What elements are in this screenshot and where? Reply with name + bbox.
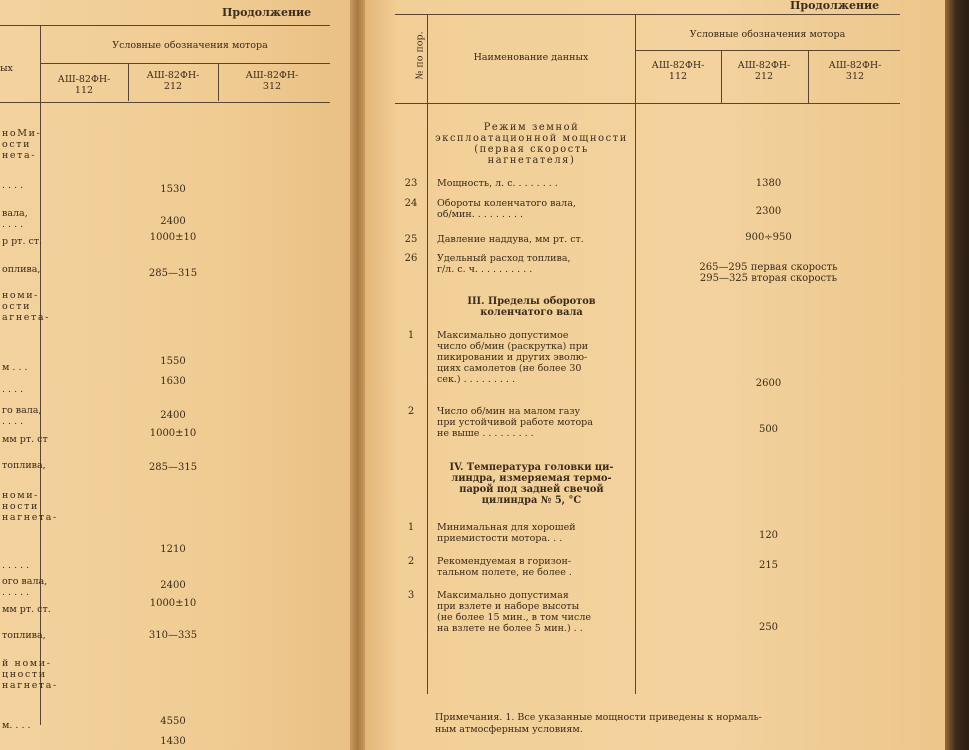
row-fragment: номи- ности нагнета- <box>2 490 58 523</box>
header-rule <box>635 50 900 51</box>
header-rule <box>40 63 330 64</box>
value-cell: 1430 <box>160 736 186 747</box>
row-name: Минимальная для хорошей приемистости мотора. . . <box>437 522 576 544</box>
number-column-divider <box>427 14 428 694</box>
row-number: 1 <box>407 522 415 533</box>
value-cell: 285—315 <box>148 462 198 473</box>
table-top-rule <box>0 25 330 26</box>
value-cell: 310—335 <box>148 630 198 641</box>
value-cell: 2400 <box>160 580 186 591</box>
model-divider-1 <box>721 50 722 103</box>
row-value: 250 <box>758 622 779 633</box>
row-fragment: . . . . <box>2 384 24 395</box>
value-cell: 4550 <box>160 716 186 727</box>
row-number: 2 <box>407 406 415 417</box>
value-cell: 2400 <box>160 410 186 421</box>
header-bottom-rule <box>0 102 330 103</box>
row-name: Рекомендуемая в горизон- тальном полете, не более . <box>437 556 572 578</box>
row-fragment: топлива, <box>2 460 46 471</box>
row-fragment: мм рт. ст <box>2 434 48 445</box>
row-fragment: ноМи- ости нета- <box>2 128 42 161</box>
row-number: 1 <box>407 330 415 341</box>
value-cell: 1550 <box>160 356 186 367</box>
motor-header: Условные обозначения мотора <box>112 40 268 51</box>
row-fragment: номи- ости агнета- <box>2 290 50 323</box>
row-name: Обороты коленчатого вала, об/мин. . . . . . . . . <box>437 198 576 220</box>
value-cell: 285—315 <box>148 268 198 279</box>
name-header: Наименование данных <box>473 52 589 63</box>
row-value: 2600 <box>755 378 782 389</box>
row-fragment: м . . . <box>2 362 28 373</box>
book-edge-shadow <box>945 0 969 750</box>
row-fragment: мм рт. ст. <box>2 604 51 615</box>
row-value: 500 <box>758 424 779 435</box>
name-column-divider <box>635 14 636 694</box>
row-fragment: топлива, <box>2 630 46 641</box>
row-fragment: м. . . . <box>2 720 31 731</box>
value-cell: 2400 <box>160 216 186 227</box>
row-name: Мощность, л. с. . . . . . . . <box>437 178 558 189</box>
row-number: 23 <box>404 178 418 189</box>
book-gutter <box>350 0 365 750</box>
row-name: Давление наддува, мм рт. ст. <box>437 234 584 245</box>
value-cell: 1210 <box>160 544 186 555</box>
name-header-fragment: ых <box>0 63 13 74</box>
row-name: Удельный расход топлива, г/л. с. ч. . . . . . . . . . <box>437 253 571 275</box>
left-page <box>0 0 350 750</box>
value-cell: 1000±10 <box>149 598 197 609</box>
row-number: 24 <box>404 198 418 209</box>
row-value: 1380 <box>755 178 782 189</box>
row-number: 25 <box>404 234 418 245</box>
value-cell: 1000±10 <box>149 428 197 439</box>
model-2-header: АШ-82ФН- 212 <box>737 60 791 82</box>
row-number: 26 <box>404 253 418 264</box>
model-3-header: АШ-82ФН- 312 <box>245 70 299 92</box>
row-value: 2300 <box>755 206 782 217</box>
row-name: Максимально допустимое число об/мин (раскрутка) при пикировании и других эволю- циях самолетов (не более 30 сек.) . . . . . . . . . <box>437 330 589 385</box>
section-3-heading: III. Пределы оборотов коленчатого вала <box>467 296 596 318</box>
row-number-header: № по пор. <box>414 31 426 80</box>
model-divider-2 <box>218 63 219 101</box>
row-value: 900÷950 <box>745 232 792 243</box>
row-fragment: . . . . <box>2 180 24 191</box>
table-top-rule <box>395 14 900 15</box>
right-page <box>365 0 945 750</box>
row-value: 120 <box>758 530 779 541</box>
row-fragment: й номи- цности нагнета- <box>2 658 58 691</box>
row-value: 265—295 первая скорость 295—325 вторая скорость <box>699 262 838 284</box>
row-fragment: . . . . . <box>2 560 30 571</box>
model-1-header: АШ-82ФН- 112 <box>57 74 111 96</box>
section-4-heading: IV. Температура головки ци- линдра, измеряемая термо- парой под задней свечой цилиндра № 5, °С <box>449 462 614 506</box>
row-fragment: вала, . . . . <box>2 208 28 230</box>
model-divider-2 <box>808 50 809 103</box>
continuation-label: Продолжение <box>790 0 880 12</box>
model-2-header: АШ-82ФН- 212 <box>146 70 200 92</box>
value-cell: 1630 <box>160 376 186 387</box>
row-name: Максимально допустимая при взлете и наборе высоты (не более 15 мин., в том числе на взлете не более 5 мин.) . . <box>437 590 591 634</box>
model-1-header: АШ-82ФН- 112 <box>651 60 705 82</box>
value-cell: 1530 <box>160 184 186 195</box>
footnote: Примечания. 1. Все указанные мощности приведены к нормаль- ным атмосферным условиям. <box>435 712 762 735</box>
row-name: Число об/мин на малом газу при устойчивой работе мотора не выше . . . . . . . . . <box>437 406 593 439</box>
row-number: 2 <box>407 556 415 567</box>
value-cell: 1000±10 <box>149 232 197 243</box>
row-fragment: р рт. ст. <box>2 236 43 247</box>
continuation-label: Продолжение <box>222 6 312 19</box>
row-fragment: оплива, <box>2 264 41 275</box>
motor-header: Условные обозначения мотора <box>689 29 846 40</box>
row-fragment: ого вала, . . . . . <box>2 576 48 598</box>
row-value: 215 <box>758 560 779 571</box>
row-fragment: го вала, . . . . <box>2 405 42 427</box>
model-3-header: АШ-82ФН- 312 <box>828 60 882 82</box>
model-divider-1 <box>128 63 129 101</box>
header-bottom-rule <box>395 103 900 104</box>
mode-heading: Режим земной эксплоатационной мощности (первая скорость нагнетателя) <box>435 122 628 166</box>
row-number: 3 <box>407 590 415 601</box>
